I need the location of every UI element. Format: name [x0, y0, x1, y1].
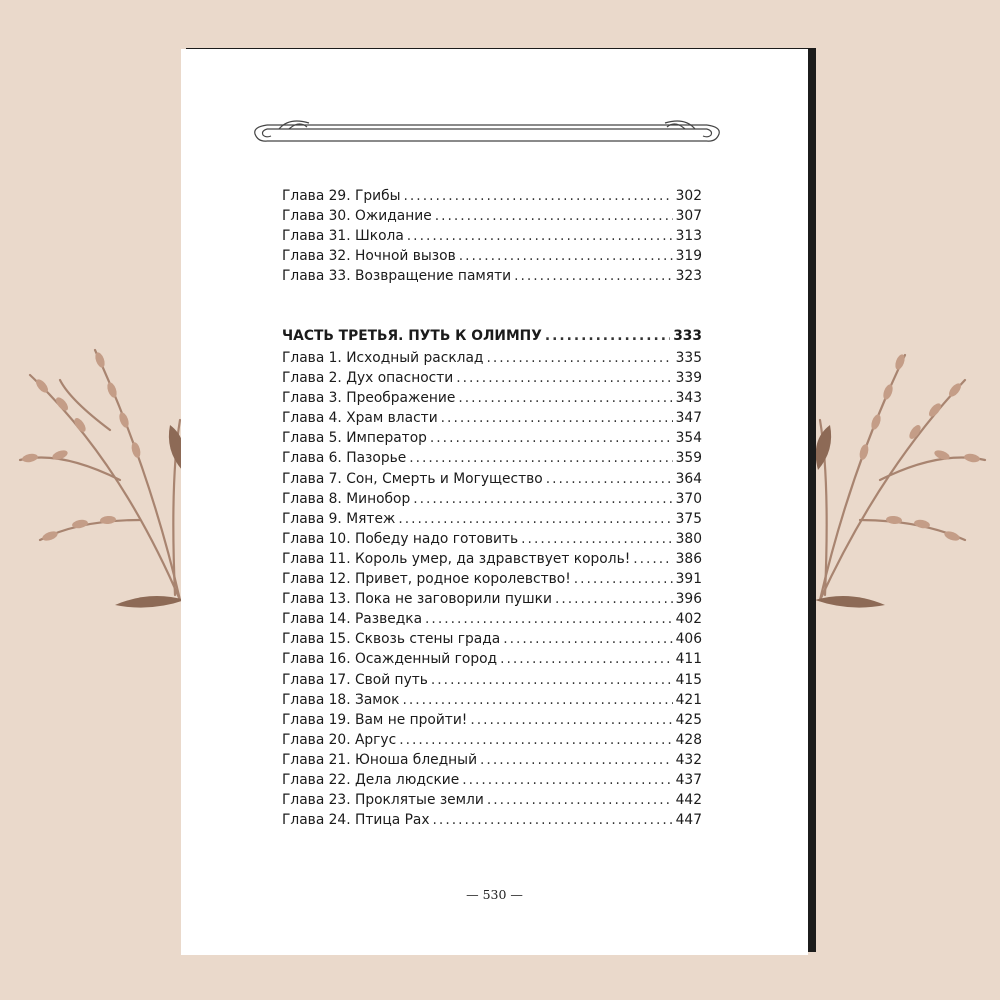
toc-entry [282, 368, 702, 388]
toc-entry [282, 649, 702, 669]
toc-entry [282, 770, 702, 790]
toc-leader-dots [425, 609, 673, 629]
toc-entry [282, 206, 702, 226]
toc-entry-title: Глава 31. Школа [282, 228, 404, 245]
toc-entry-page: 323 [675, 268, 702, 285]
toc-leader-dots [500, 649, 673, 669]
toc-entry-title: Глава 33. Возвращение памяти [282, 268, 512, 285]
toc-entry-page: 364 [675, 470, 702, 487]
toc-entry-page: 396 [675, 591, 702, 608]
toc-entry-title: Глава 12. Привет, родное королевство! [282, 571, 571, 588]
toc-leader-dots [407, 226, 673, 246]
toc-entry-page: 375 [675, 510, 702, 527]
part-heading-title: ЧАСТЬ ТРЕТЬЯ. ПУТЬ К ОЛИМПУ [282, 328, 542, 344]
toc-entry-title: Глава 9. Мятеж [282, 510, 396, 527]
toc-entry-title: Глава 14. Разведка [282, 611, 423, 628]
toc-leader-dots [458, 388, 672, 408]
toc-entry-title: Глава 17. Свой путь [282, 671, 428, 688]
toc-entry-page: 432 [675, 751, 702, 768]
toc-entry-page: 354 [675, 430, 702, 447]
toc-entry [282, 730, 702, 750]
toc-entry-page: 370 [675, 490, 702, 507]
toc-entry [282, 609, 702, 629]
toc-entry [282, 489, 702, 509]
toc-leader-dots [398, 509, 672, 529]
toc-leader-dots [431, 670, 673, 690]
right-leaf-icon [815, 596, 885, 608]
toc-entry [282, 509, 702, 529]
toc-entry [282, 710, 702, 730]
toc-leader-dots [503, 629, 672, 649]
toc-entry-title: Глава 23. Проклятые земли [282, 792, 484, 809]
toc-entry-title: Глава 29. Грибы [282, 188, 401, 204]
toc-entry [282, 589, 702, 609]
toc-entry-title: Глава 4. Храм власти [282, 410, 438, 427]
toc-entry [282, 388, 702, 408]
toc-entry-page: 386 [675, 550, 702, 567]
toc-entry [282, 790, 702, 810]
toc-entry [282, 670, 702, 690]
toc-leader-dots [441, 408, 673, 428]
toc-leader-dots [546, 469, 673, 489]
toc-entry-page: 380 [675, 530, 702, 547]
toc-entry-title: Глава 1. Исходный расклад [282, 350, 484, 366]
toc-entry-title: Глава 3. Преображение [282, 390, 456, 407]
toc-entry-page: 307 [675, 208, 702, 225]
toc-entry-title: Глава 18. Замок [282, 691, 400, 708]
toc-entry [282, 428, 702, 448]
toc-entry-page: 343 [675, 390, 702, 407]
toc-leader-dots [413, 489, 672, 509]
toc-entry-page: 402 [675, 611, 702, 628]
toc-leader-dots [486, 348, 672, 368]
toc-leader-dots [574, 569, 673, 589]
toc-entry-title: Глава 7. Сон, Смерть и Могущество [282, 470, 543, 487]
toc-entry [282, 266, 702, 286]
toc-entry-page: 428 [675, 731, 702, 748]
left-leaf-icon [115, 596, 185, 608]
toc-leader-dots [459, 246, 673, 266]
toc-entry-title: Глава 22. Дела людские [282, 771, 460, 788]
toc-leader-dots [470, 710, 672, 730]
toc-leader-dots [404, 186, 673, 206]
toc-part-three [282, 324, 702, 830]
toc-entry-title: Глава 32. Ночной вызов [282, 248, 456, 265]
toc-entry [282, 549, 702, 569]
toc-entry-title: Глава 8. Минобор [282, 490, 411, 507]
toc-entry-title: Глава 15. Сквозь стены града [282, 631, 501, 648]
toc-entry-title: Глава 24. Птица Рах [282, 812, 430, 829]
toc-entry [282, 810, 702, 830]
header-ornament-icon [249, 115, 725, 145]
toc-entry-page: 319 [675, 248, 702, 265]
toc-leader-dots [402, 690, 672, 710]
toc-leader-dots [399, 730, 672, 750]
page-number: — 530 — [466, 887, 523, 902]
part-heading [282, 324, 702, 348]
toc-leader-dots [456, 368, 672, 388]
toc-leader-dots [430, 428, 673, 448]
toc-entry [282, 529, 702, 549]
toc-entry-page: 437 [675, 771, 702, 788]
toc-entry [282, 469, 702, 489]
toc-entry-page: 415 [675, 671, 702, 688]
part-heading-page: 333 [673, 328, 702, 344]
toc-leader-dots [433, 810, 673, 830]
toc-leader-dots [487, 790, 673, 810]
toc-leader-dots [480, 750, 673, 770]
toc-entry-title: Глава 19. Вам не пройти! [282, 711, 468, 728]
toc-entry [282, 629, 702, 649]
toc-entry-page: 391 [675, 571, 702, 588]
toc-entry [282, 448, 702, 468]
toc-continued [282, 186, 702, 286]
toc-leader-dots [514, 266, 673, 286]
toc-entry [282, 408, 702, 428]
toc-entry-page: 411 [675, 651, 702, 668]
toc-entry-page: 447 [675, 812, 702, 829]
toc-entry-title: Глава 13. Пока не заговорили пушки [282, 591, 552, 608]
toc-entry-page: 313 [675, 228, 702, 245]
toc-entry-page: 302 [675, 188, 702, 204]
toc-entry-title: Глава 16. Осажденный город [282, 651, 498, 668]
right-branch-icon [820, 355, 985, 600]
book-page [181, 49, 808, 955]
toc-entry-page: 359 [675, 450, 702, 467]
toc-leader-dots [435, 206, 673, 226]
toc-entry-title: Глава 5. Император [282, 430, 427, 447]
toc-entry-page: 335 [675, 350, 702, 366]
toc-entry-page: 406 [675, 631, 702, 648]
toc-entry [282, 246, 702, 266]
toc-leader-dots [462, 770, 672, 790]
toc-entry-page: 442 [675, 792, 702, 809]
toc-entry [282, 186, 702, 206]
toc-entry-page: 339 [675, 370, 702, 387]
toc-entry-page: 347 [675, 410, 702, 427]
toc-entry-title: Глава 11. Король умер, да здравствует король! [282, 550, 631, 567]
toc-leader-dots [545, 324, 670, 348]
toc-entry-title: Глава 10. Победу надо готовить [282, 530, 519, 547]
toc-entry-page: 421 [675, 691, 702, 708]
toc-leader-dots [633, 549, 672, 569]
toc-leader-dots [555, 589, 673, 609]
toc-entry [282, 750, 702, 770]
toc-entry [282, 690, 702, 710]
toc-entry [282, 348, 702, 368]
toc-entry-title: Глава 21. Юноша бледный [282, 751, 478, 768]
toc-entry-title: Глава 2. Дух опасности [282, 370, 454, 387]
toc-entry-page: 425 [675, 711, 702, 728]
toc-leader-dots [521, 529, 672, 549]
toc-entry-title: Глава 30. Ожидание [282, 208, 432, 225]
toc-entry [282, 569, 702, 589]
toc-entry [282, 226, 702, 246]
toc-entry-title: Глава 20. Аргус [282, 731, 397, 748]
toc-entry-title: Глава 6. Пазорье [282, 450, 407, 467]
toc-leader-dots [409, 448, 672, 468]
